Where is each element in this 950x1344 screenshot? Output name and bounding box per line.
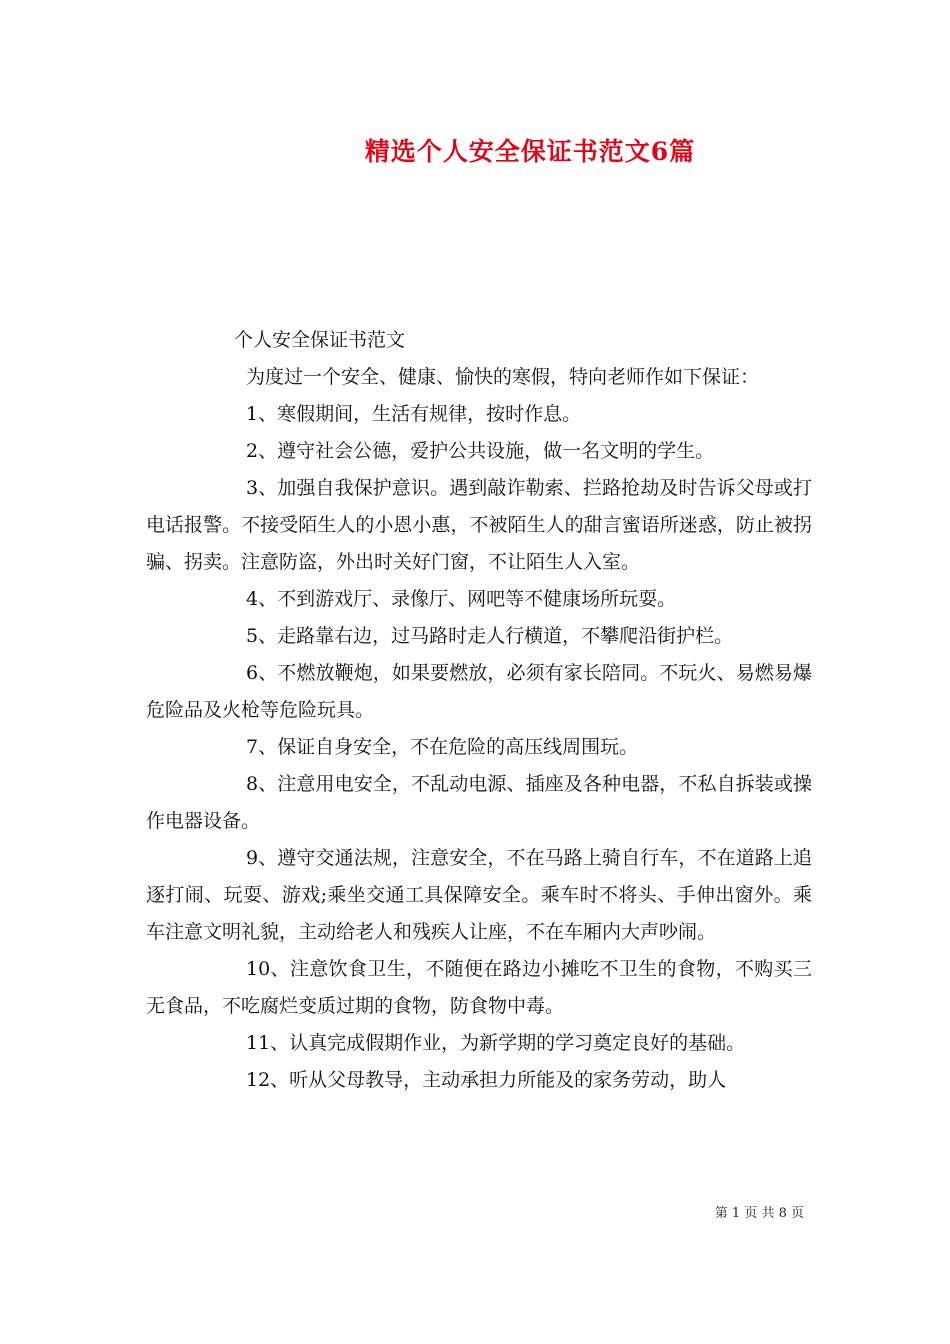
list-item: 8、注意用电安全，不乱动电源、插座及各种电器，不私自拆装或操作电器设备。 [146, 773, 812, 832]
list-item: 11、认真完成假期作业，为新学期的学习奠定良好的基础。 [246, 1032, 746, 1054]
list-item: 5、走路靠右边，过马路时走人行横道，不攀爬沿街护栏。 [246, 625, 734, 647]
page-number: 第 1 页 共 8 页 [714, 1206, 804, 1221]
list-item: 6、不燃放鞭炮，如果要燃放，必须有家长陪同。不玩火、易燃易爆危险品及火枪等危险玩具。 [146, 662, 812, 721]
list-item: 3、加强自我保护意识。遇到敲诈勒索、拦路抢劫及时告诉父母或打电话报警。不接受陌生人的小恩小惠，不被陌生人的甜言蜜语所迷惑，防止被拐骗、拐卖。注意防盗，外出时关好门窗，不让陌生人入室。 [146, 477, 812, 573]
list-item: 10、注意饮食卫生，不随便在路边小摊吃不卫生的食物，不购买三无食品，不吃腐烂变质过期的食物，防食物中毒。 [146, 958, 812, 1017]
list-item: 7、保证自身安全，不在危险的高压线周围玩。 [246, 736, 639, 758]
page-title: 精选个人安全保证书范文6篇 [364, 137, 696, 166]
list-item: 9、遵守交通法规，注意安全，不在马路上骑自行车，不在道路上追逐打闹、玩耍、游戏;乘坐交通工具保障安全。乘车时不将头、手伸出窗外。乘车注意文明礼貌，主动给老人和残疾人让座，不在车厢内大声吵闹。 [146, 847, 812, 943]
document-body [146, 322, 812, 1099]
list-item: 4、不到游戏厅、录像厅、网吧等不健康场所玩耍。 [246, 588, 677, 610]
intro-paragraph: 为度过一个安全、健康、愉快的寒假，特向老师作如下保证： [246, 366, 760, 388]
list-item: 12、听从父母教导，主动承担力所能及的家务劳动，助人 [246, 1069, 727, 1091]
list-item: 2、遵守社会公德，爱护公共设施，做一名文明的学生。 [246, 440, 715, 462]
document-subtitle: 个人安全保证书范文 [234, 329, 406, 351]
list-item: 1、寒假期间，生活有规律，按时作息。 [246, 403, 582, 425]
